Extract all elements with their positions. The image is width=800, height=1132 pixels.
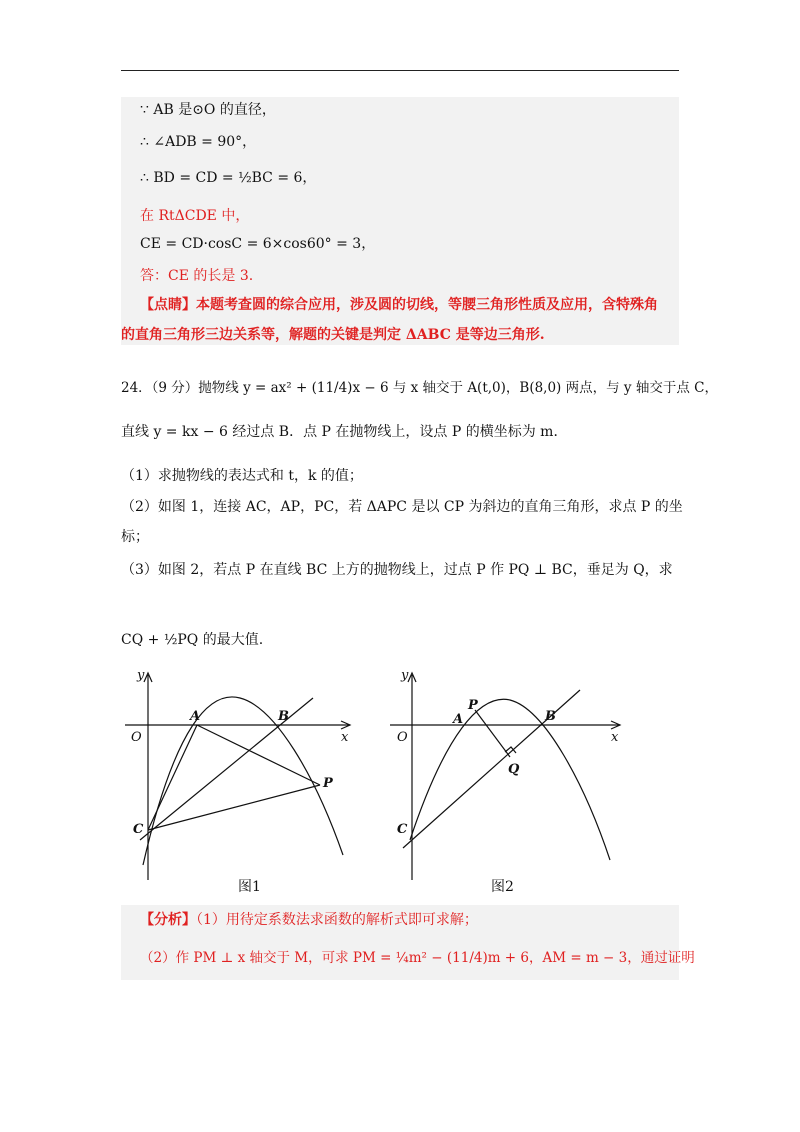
question-part-3b: CQ + ½PQ 的最大值.	[121, 632, 264, 648]
figure-2-caption: 图2	[491, 879, 514, 895]
figure-2	[385, 665, 625, 895]
fig2-label-c: C	[397, 822, 408, 837]
fig2-segment-pq	[475, 710, 510, 757]
figure-1-caption: 图1	[238, 879, 261, 895]
solution-line-1: ∵ AB 是⊙O 的直径，	[140, 102, 276, 118]
fig2-label-x: x	[611, 730, 619, 745]
comment-line-2: 的直角三角形三边关系等，解题的关键是判定 ΔABC 是等边三角形.	[121, 327, 545, 343]
fig1-label-x: x	[341, 730, 349, 745]
fig1-label-o: O	[131, 730, 142, 745]
question-part-3a: （3）如图 2，若点 P 在直线 BC 上方的抛物线上，过点 P 作 PQ ⊥ BC，垂足为 Q，求	[121, 562, 673, 578]
fig2-label-q: Q	[508, 762, 520, 777]
solution-line-5: CE = CD·cosC = 6×cos60° = 3，	[140, 236, 376, 252]
solution-line-2: ∴ ∠ADB = 90°，	[140, 134, 257, 150]
analysis-line-1	[140, 910, 478, 930]
analysis-tag: 【分析】	[140, 912, 196, 928]
question-part-2b: 标；	[121, 529, 149, 545]
fig2-label-y: y	[401, 668, 409, 683]
fig1-label-y: y	[137, 668, 145, 683]
fig1-label-a: A	[190, 709, 201, 724]
fig2-label-o: O	[397, 730, 408, 745]
fig2-label-a: A	[453, 712, 464, 727]
question-part-2a: （2）如图 1，连接 AC，AP，PC，若 ΔAPC 是以 CP 为斜边的直角三角形，求点 P 的坐	[121, 499, 683, 515]
header-rule	[121, 70, 679, 71]
analysis-text-1: （1）用待定系数法求函数的解析式即可求解；	[196, 912, 478, 928]
solution-answer: 答：CE 的长是 3.	[140, 268, 254, 284]
fig1-label-c: C	[133, 822, 144, 837]
fig1-label-b: B	[278, 709, 289, 724]
fig1-segment-ac	[148, 725, 197, 830]
fig2-label-b: B	[545, 709, 556, 724]
question-stem-2: 直线 y = kx − 6 经过点 B．点 P 在抛物线上，设点 P 的横坐标为 m．	[121, 424, 568, 440]
fig2-parabola	[410, 699, 610, 860]
solution-line-4: 在 RtΔCDE 中，	[140, 208, 250, 224]
analysis-line-2: （2）作 PM ⊥ x 轴交于 M，可求 PM = ¼m² − (11/4)m + 6，AM = m − 3，通过证明	[140, 950, 695, 966]
figure-1	[115, 665, 355, 895]
comment-tag: 【点睛】	[140, 297, 196, 313]
comment-line-1	[140, 295, 658, 315]
fig1-label-p: P	[323, 776, 333, 791]
question-stem-1: 24．（9 分）抛物线 y = ax² + (11/4)x − 6 与 x 轴交于 A(t,0)，B(8,0) 两点，与 y 轴交于点 C，	[121, 380, 718, 396]
question-part-1: （1）求抛物线的表达式和 t，k 的值；	[121, 468, 363, 484]
comment-text-1: 本题考查圆的综合应用，涉及圆的切线，等腰三角形性质及应用，含特殊角	[196, 297, 658, 313]
fig1-segment-ap	[197, 725, 320, 785]
fig2-label-p: P	[468, 698, 478, 713]
fig1-segment-cp	[148, 785, 320, 830]
solution-line-3: ∴ BD = CD = ½BC = 6，	[140, 170, 317, 186]
